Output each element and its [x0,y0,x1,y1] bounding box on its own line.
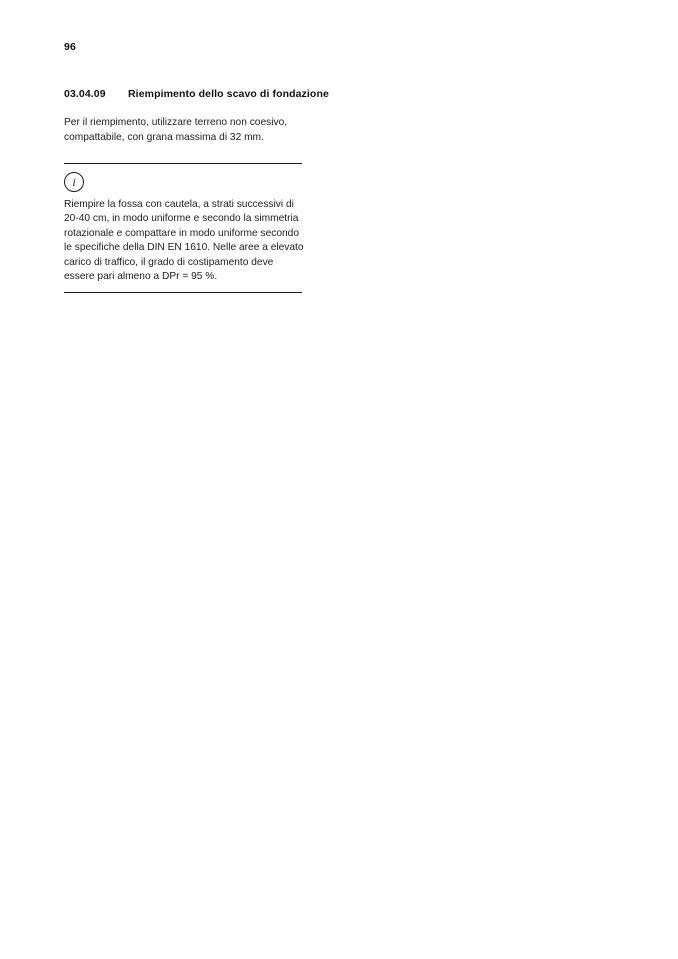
note-divider-bottom [64,292,302,293]
info-icon: i [64,172,84,192]
note-paragraph: Riempire la fossa con cautela, a strati successivi di 20-40 cm, in modo uniforme e secondo la simmetria rotazionale e compattare in modo uniforme secondo le specifiche della DIN EN 1610. Nelle aree a elevato carico di traffico, il grado di costipamento deve essere pari almeno a DPr = 95 %. [64,199,304,283]
section-title: Riempimento dello scavo di fondazione [128,88,329,100]
section-code: 03.04.09 [64,88,106,100]
page-number: 96 [64,41,77,53]
body-paragraph: Per il riempimento, utilizzare terreno non coesivo, compattabile, con grana massima di 32 mm. [64,117,288,143]
section-heading [64,88,484,100]
note-divider-top [64,163,302,164]
